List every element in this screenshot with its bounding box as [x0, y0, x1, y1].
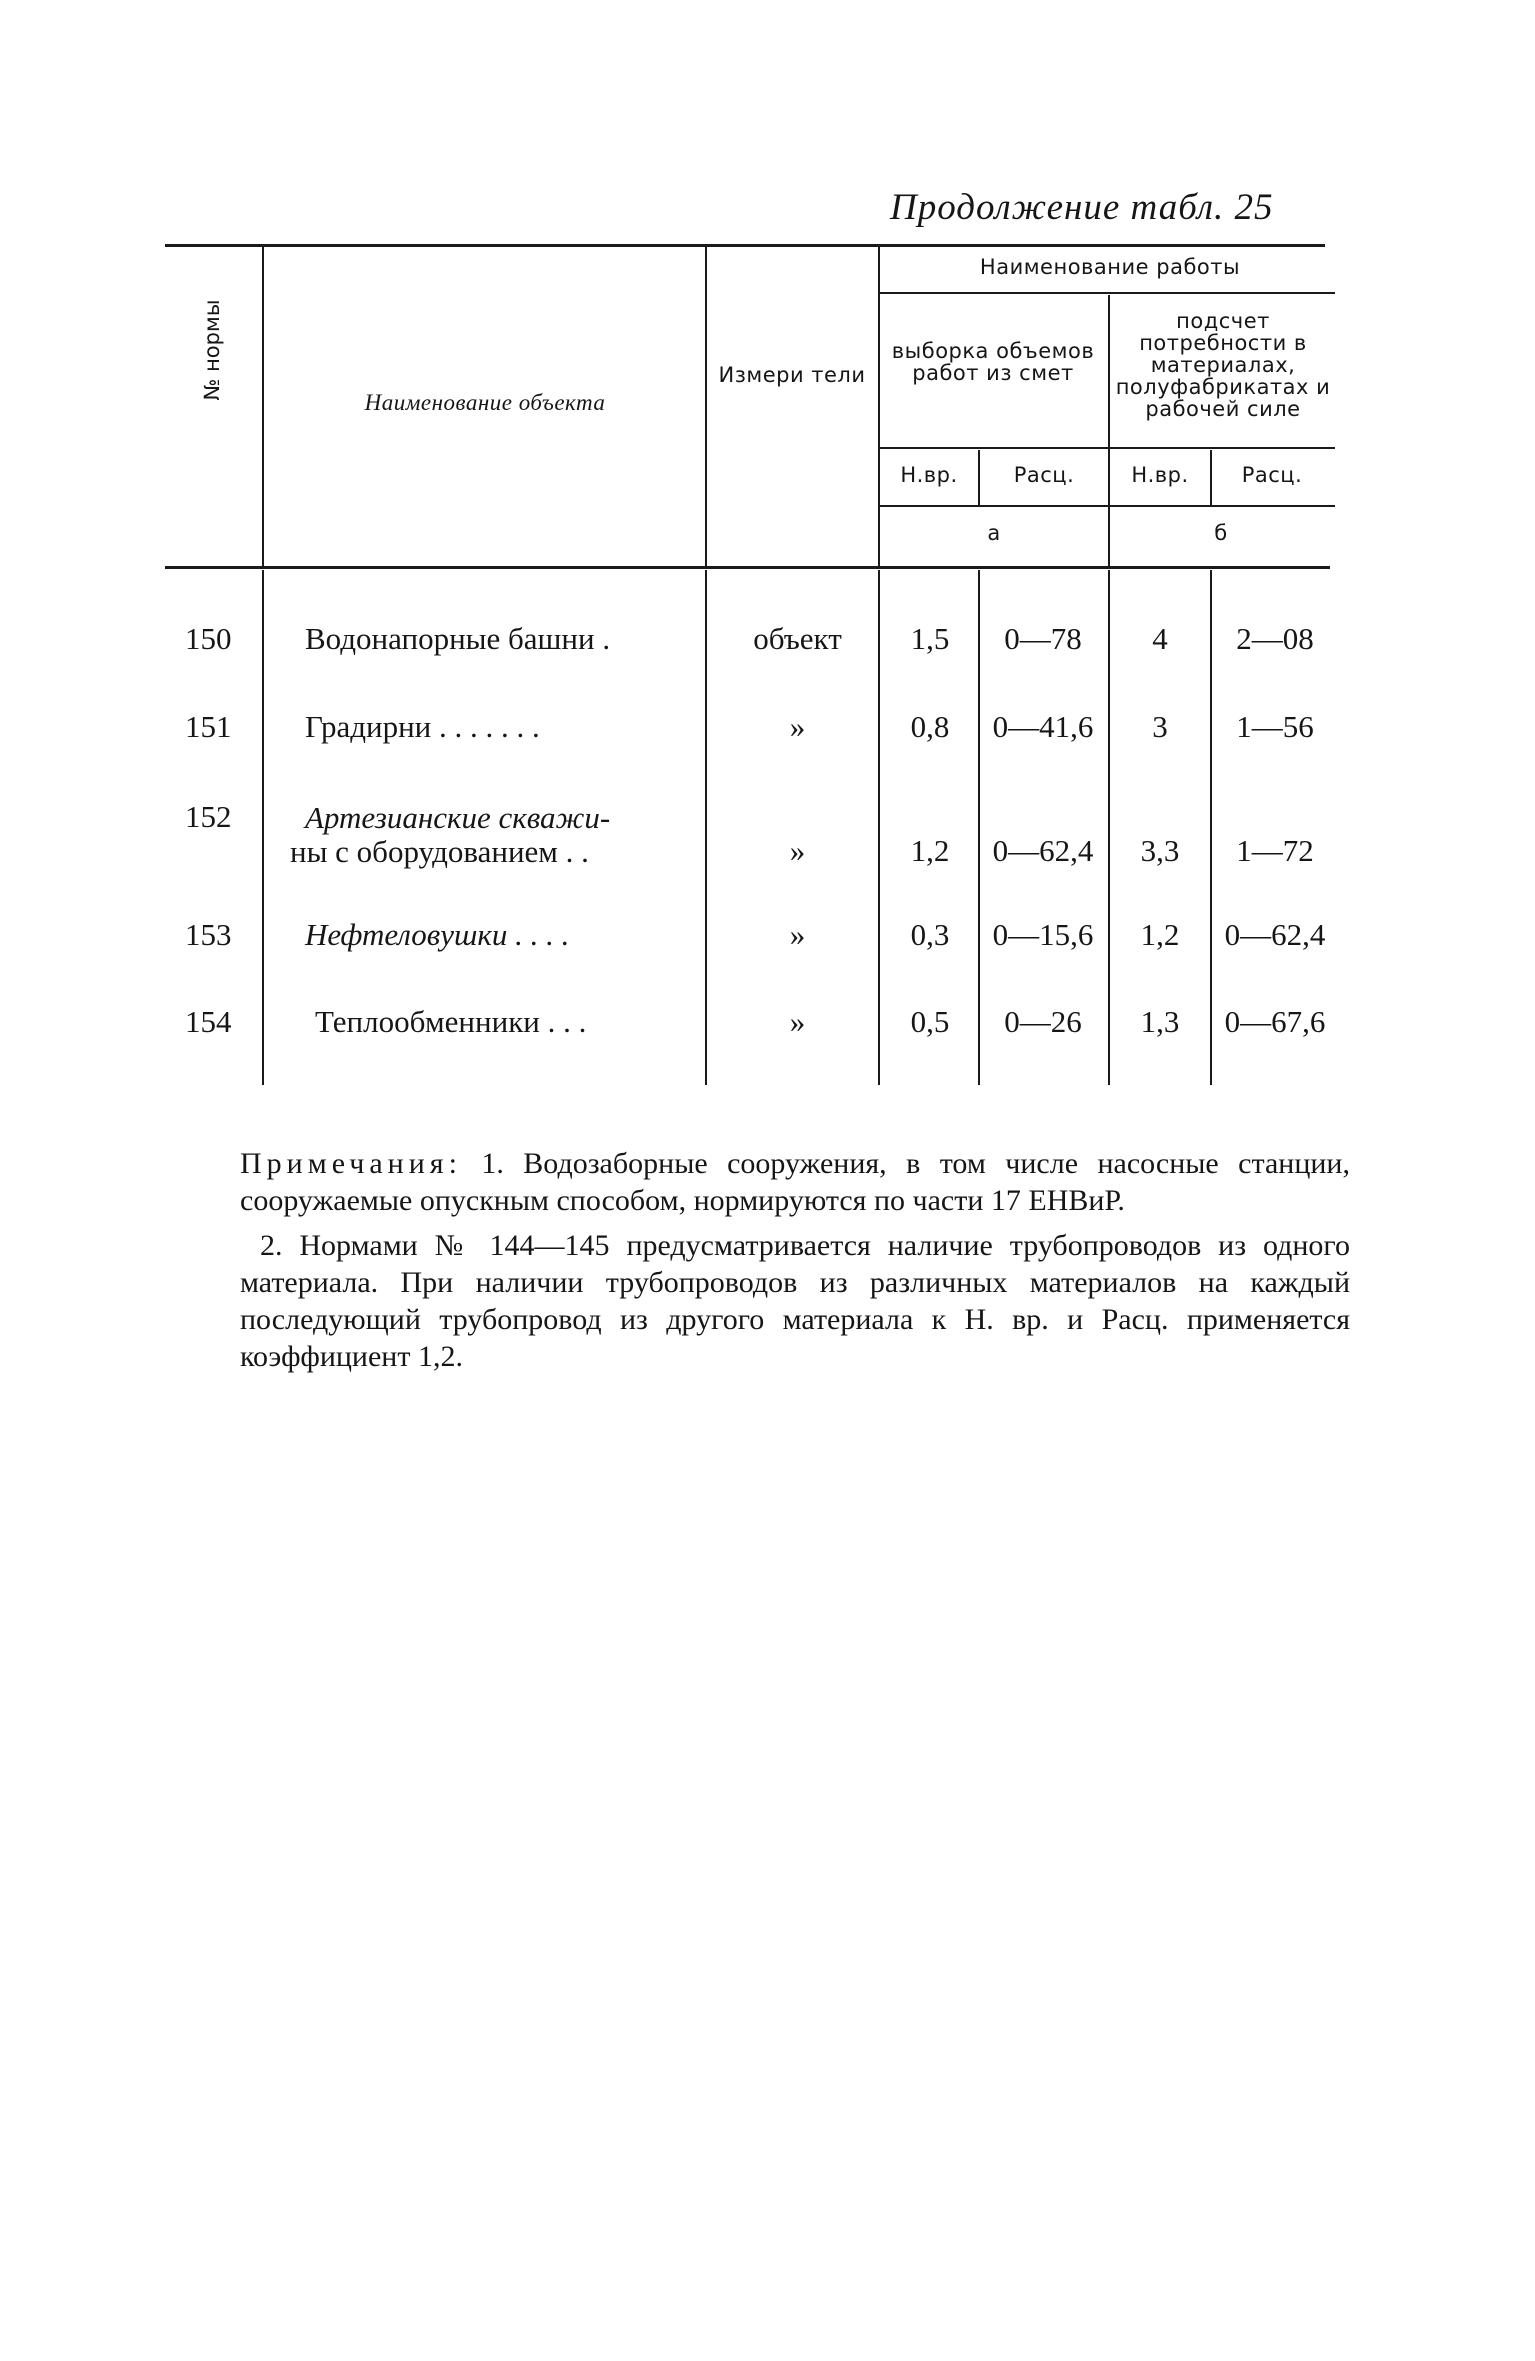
header-letter-a: а	[987, 521, 1001, 545]
header-a-nvr: Н.вр.	[900, 463, 958, 487]
vline-2	[705, 246, 707, 566]
vline-1	[262, 246, 264, 566]
header-sub-a: выборка объемов работ из смет	[891, 339, 1095, 385]
header-b-nvr: Н.вр.	[1131, 463, 1189, 487]
header-object-name: Наименование объекта	[364, 390, 606, 415]
note-1-text: 1. Водозаборные сооружения, в том числе насосные станции, сооружаемые опускным способом, нормируются по части 17 ЕНВиР.	[240, 1147, 1350, 1217]
notes-block	[240, 1145, 1350, 1375]
header-unit: Измери тели	[718, 363, 866, 387]
header-work-group: Наименование работы	[979, 255, 1241, 279]
notes-label: Примечания:	[240, 1147, 462, 1180]
work-group-rule	[880, 292, 1335, 294]
note-2: 2. Нормами № 144—145 предусматривается наличие трубопроводов из одного материала. При наличии трубопроводов из различных материалов на каждый последующий трубопровод из другого материала к Н. вр. и Расц. применяется коэффициент 1,2.	[240, 1229, 1350, 1373]
header-bottom-rule	[165, 566, 1330, 569]
header-b-rasc: Расц.	[1241, 463, 1303, 487]
page-caption: Продолжение табл. 25	[890, 187, 1274, 228]
header-norm-number: № нормы	[200, 299, 224, 401]
note-1	[240, 1145, 1350, 1219]
vline-1b	[262, 570, 264, 1085]
table-top-rule	[165, 244, 1325, 247]
header-sub-b: подсчет потребности в материалах, полуфабрикатах и рабочей силе	[1115, 309, 1331, 421]
vline-3	[878, 246, 880, 566]
header-a-rasc: Расц.	[1013, 463, 1075, 487]
header-letter-b: б	[1214, 521, 1228, 545]
